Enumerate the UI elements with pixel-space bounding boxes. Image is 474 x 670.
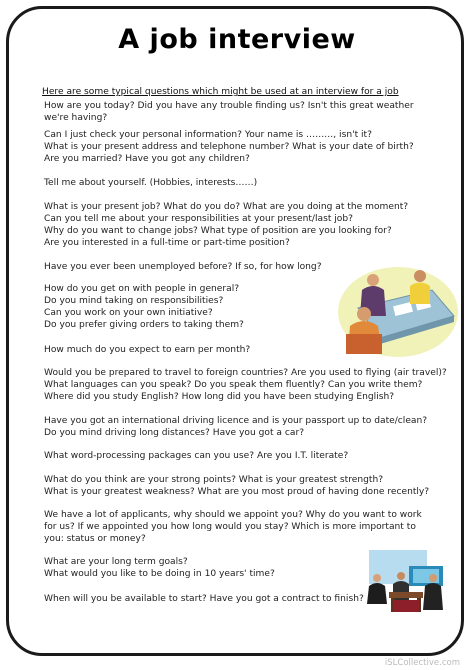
meeting-clipart xyxy=(336,264,460,360)
office-clipart xyxy=(365,548,449,614)
question-line: We have a lot of applicants, why should we appoint you? Why do you want to work for us? If we appointed you how long would you stay? Which is more important to you: status or money? xyxy=(44,510,422,544)
question-line: Do you prefer giving orders to taking them? xyxy=(44,320,244,330)
question-line: When will you be available to start? Have you got a contract to finish? xyxy=(44,594,364,604)
question-line: Tell me about yourself. (Hobbies, interests……) xyxy=(44,178,258,188)
question-line: Have you got an international driving licence and is your passport up to date/clean? Do you mind driving long distances? Have you got a car? xyxy=(44,416,428,438)
question-line: What are your long term goals? xyxy=(44,557,188,567)
question-line: Are you married? Have you got any children? xyxy=(44,154,250,164)
page-title: A job interview xyxy=(118,24,356,55)
footer-watermark: iSLCollective.com xyxy=(384,658,460,668)
question-line: Would you be prepared to travel to foreign countries? Are you used to flying (air travel)? xyxy=(44,368,447,378)
question-line: What is your present job? What do you do? What are you doing at the moment? xyxy=(44,202,409,212)
question-line: Are you interested in a full-time or part-time position? xyxy=(44,238,290,248)
question-line: What is your greatest weakness? What are you most proud of having done recently? xyxy=(44,487,430,497)
question-line: What do you think are your strong points? What is your greatest strength? xyxy=(44,475,384,485)
question-line: Where did you study English? How long did you have been studying English? xyxy=(44,392,395,402)
question-line: Can you work on your own initiative? xyxy=(44,308,213,318)
question-line: How do you get on with people in general? xyxy=(44,284,240,294)
question-line: Have you ever been unemployed before? If so, for how long? xyxy=(44,262,322,272)
question-line: Can you tell me about your responsibilities at your present/last job? xyxy=(44,214,353,224)
subtitle: Here are some typical questions which might be used at an interview for a job xyxy=(42,87,399,97)
question-line: Why do you want to change jobs? What type of position are you looking for? xyxy=(44,226,392,236)
question-line: What is your present address and telephone number? What is your date of birth? xyxy=(44,142,414,152)
question-line: What word-processing packages can you use? Are you I.T. literate? xyxy=(44,451,349,461)
question-line: What languages can you speak? Do you speak them fluently? Can you write them? xyxy=(44,380,423,390)
question-line: Can I just check your personal information? Your name is ………, isn't it? xyxy=(44,130,372,140)
question-line: How are you today? Did you have any trouble finding us? Isn't this great weather we're having? xyxy=(44,101,414,123)
question-line: How much do you expect to earn per month? xyxy=(44,345,251,355)
question-line: Do you mind taking on responsibilities? xyxy=(44,296,224,306)
question-line: What would you like to be doing in 10 years' time? xyxy=(44,569,275,579)
